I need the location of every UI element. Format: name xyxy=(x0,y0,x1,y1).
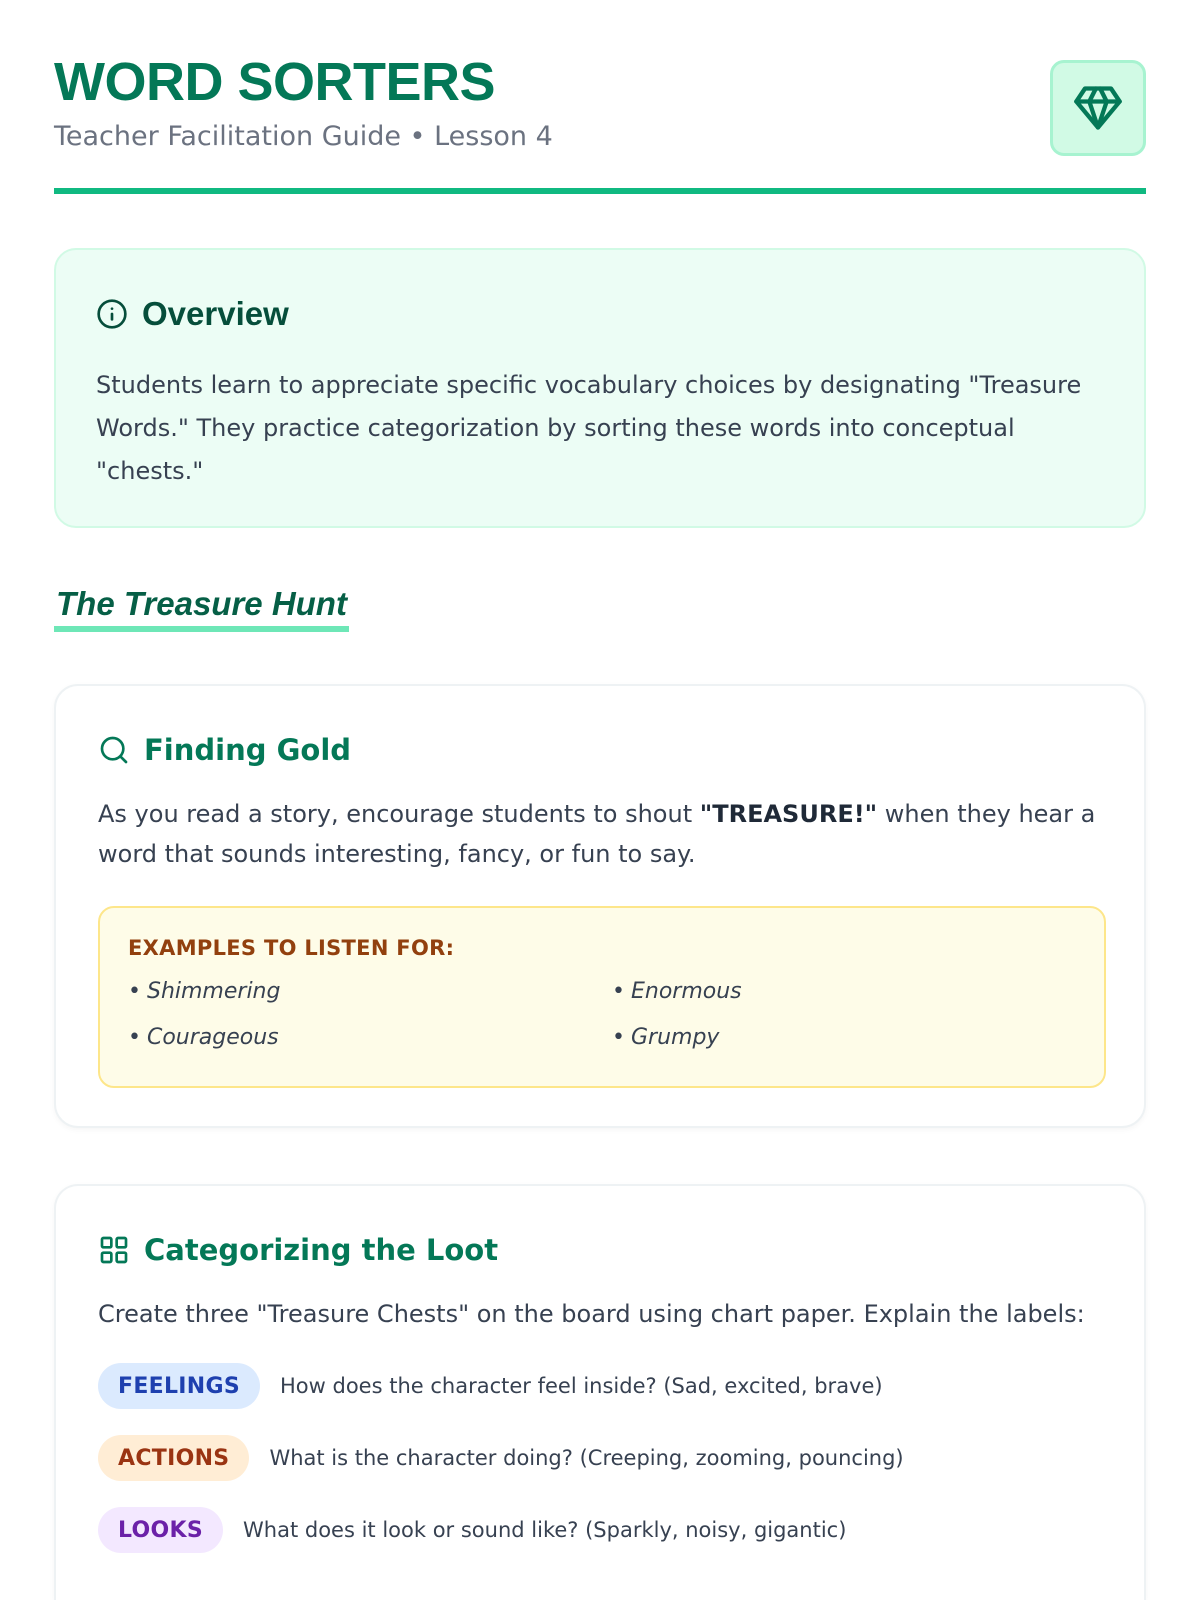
example-word-text: Grumpy xyxy=(630,1025,720,1050)
looks-description: What does it look or sound like? (Sparkly, noisy, gigantic) xyxy=(243,1518,847,1542)
categorizing-card xyxy=(54,1184,1146,1600)
example-word: • Courageous xyxy=(128,1025,279,1050)
overview-header xyxy=(96,294,1104,334)
categorizing-text: Create three "Treasure Chests" on the board using chart paper. Explain the labels: xyxy=(98,1300,1085,1328)
gem-icon xyxy=(1072,82,1124,134)
example-word-text: Shimmering xyxy=(146,979,281,1004)
category-row-feelings xyxy=(98,1362,1102,1410)
finding-gold-text-start: As you read a story, encourage students to shout xyxy=(98,800,700,828)
categorizing-header xyxy=(98,1232,1102,1268)
example-word: • Grumpy xyxy=(612,1025,720,1050)
overview-title: Overview xyxy=(142,295,289,332)
overview-text: Students learn to appreciate specific vocabulary choices by designating "Treasure Words." They practice categorization by sorting these words into conceptual "chests." xyxy=(96,371,1082,485)
category-row-looks xyxy=(98,1506,1102,1554)
feelings-badge: FEELINGS xyxy=(98,1363,260,1409)
finding-gold-text xyxy=(98,794,1102,874)
finding-gold-text-end: when they hear a word that sounds interesting, fancy, or fun to say. xyxy=(98,800,1096,868)
category-row-actions xyxy=(98,1434,1102,1482)
finding-gold-title: Finding Gold xyxy=(144,733,352,767)
feelings-description: How does the character feel inside? (Sad, excited, brave) xyxy=(280,1374,883,1398)
search-icon xyxy=(98,734,130,766)
category-list xyxy=(98,1362,1102,1554)
treasure-shout: "TREASURE!" xyxy=(699,800,878,828)
section-heading: The Treasure Hunt xyxy=(54,584,349,632)
example-word: • Enormous xyxy=(612,979,742,1004)
page-title: WORD SORTERS xyxy=(54,52,496,112)
looks-badge: LOOKS xyxy=(98,1507,223,1553)
examples-list xyxy=(128,976,1076,1054)
page-header xyxy=(54,0,1146,194)
examples-box xyxy=(98,906,1106,1088)
info-icon xyxy=(96,298,128,330)
actions-badge: ACTIONS xyxy=(98,1435,249,1481)
page-subtitle: Teacher Facilitation Guide • Lesson 4 xyxy=(54,121,553,152)
categorizing-title: Categorizing the Loot xyxy=(144,1233,499,1267)
examples-label: EXAMPLES TO LISTEN FOR: xyxy=(128,936,455,960)
example-word-text: Courageous xyxy=(146,1025,279,1050)
gem-badge xyxy=(1050,60,1146,156)
grid-icon xyxy=(98,1234,130,1266)
finding-gold-card xyxy=(54,684,1146,1128)
overview-card xyxy=(54,248,1146,528)
finding-gold-header xyxy=(98,732,1102,768)
example-word: • Shimmering xyxy=(128,979,281,1004)
actions-description: What is the character doing? (Creeping, zooming, pouncing) xyxy=(269,1446,904,1470)
example-word-text: Enormous xyxy=(630,979,742,1004)
